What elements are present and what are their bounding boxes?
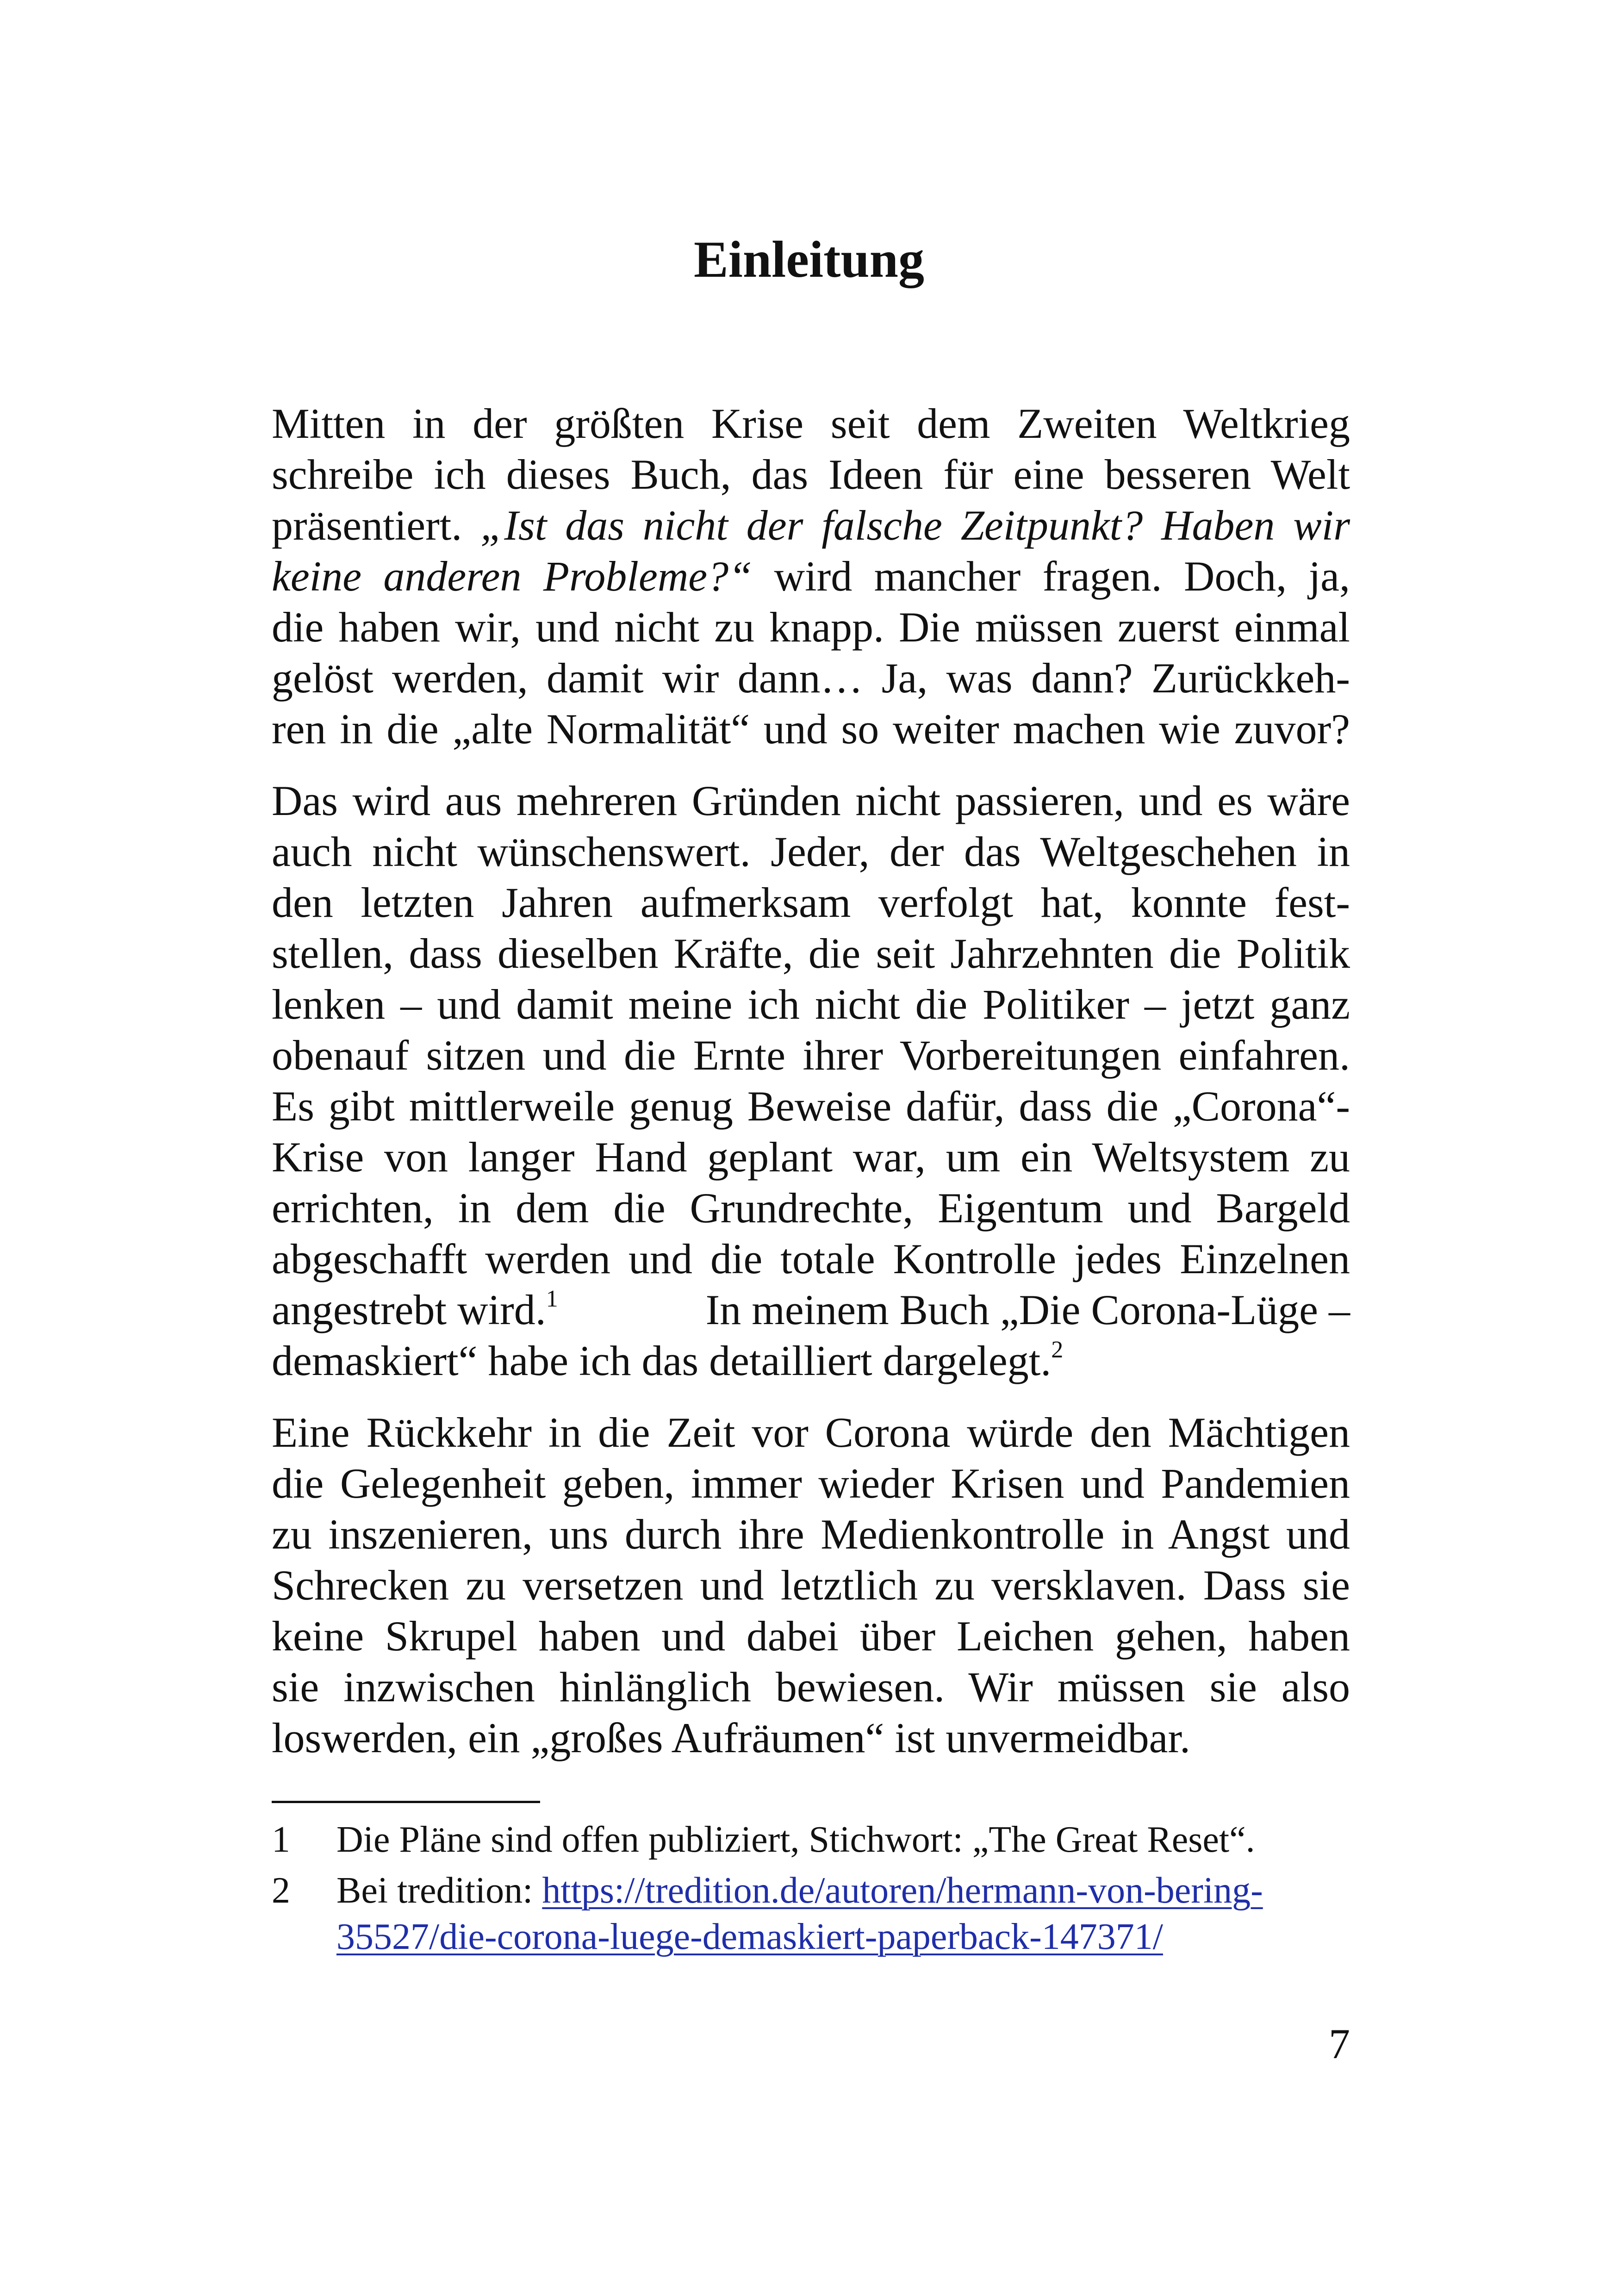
text-line: sie inzwischen hinlänglich bewiesen. Wir müssen sie also bbox=[272, 1663, 1350, 1711]
footnote-text bbox=[336, 1867, 1350, 1960]
text-line: ren in die „alte Normalität“ und so weiter machen wie zuvor? bbox=[272, 705, 1350, 753]
text-line bbox=[272, 1284, 1350, 1335]
text-line: lenken – und damit meine ich nicht die Politiker – jetzt ganz bbox=[272, 981, 1350, 1028]
footnote-number: 2 bbox=[272, 1870, 290, 1911]
paragraph-1 bbox=[272, 398, 1350, 754]
text-line: auch nicht wünschenswert. Jeder, der das Weltgeschehen in bbox=[272, 828, 1350, 875]
footnote-ref-2[interactable]: 2 bbox=[1051, 1337, 1064, 1363]
text-run: präsentiert. bbox=[272, 502, 481, 549]
text-run: demaskiert“ habe ich das detailliert dargelegt. bbox=[272, 1337, 1052, 1384]
text-line: abgeschafft werden und die totale Kontrolle jedes Einzelnen bbox=[272, 1235, 1350, 1282]
chapter-title: Einleitung bbox=[694, 231, 924, 288]
footnote-text: Die Pläne sind offen publiziert, Stichwort: „The Great Reset“. bbox=[336, 1819, 1255, 1860]
footnote-1 bbox=[272, 1817, 1350, 1863]
page-number: 7 bbox=[1329, 2020, 1350, 2067]
italic-quote: „Ist das nicht der falsche Zeitpunkt? Haben wir bbox=[480, 502, 1350, 549]
footnotes bbox=[272, 1817, 1350, 1965]
paragraph-3 bbox=[272, 1407, 1350, 1763]
text-line: errichten, in dem die Grundrechte, Eigentum und Bargeld bbox=[272, 1184, 1350, 1232]
text-line: Das wird aus mehreren Gründen nicht passieren, und es wäre bbox=[272, 777, 1350, 824]
text-line bbox=[272, 1335, 1350, 1386]
text-line: keine Skrupel haben und dabei über Leichen gehen, haben bbox=[272, 1612, 1350, 1660]
text-run: In meinem Buch „Die Corona-Lüge – bbox=[705, 1286, 1350, 1333]
text-line: die Gelegenheit geben, immer wieder Krisen und Pandemien bbox=[272, 1460, 1350, 1507]
footnote-number: 1 bbox=[272, 1819, 290, 1860]
text-line: obenauf sitzen und die Ernte ihrer Vorbereitungen einfahren. bbox=[272, 1032, 1350, 1079]
italic-quote: keine anderen Probleme?“ bbox=[272, 553, 753, 600]
paragraph-2 bbox=[272, 775, 1350, 1386]
text-line: Es gibt mittlerweile genug Beweise dafür, dass die „Corona“- bbox=[272, 1083, 1350, 1130]
text-line: Mitten in der größten Krise seit dem Zweiten Weltkrieg bbox=[272, 400, 1350, 447]
footnote-line bbox=[336, 1867, 1350, 1914]
text-run: wird mancher fragen. Doch, ja, bbox=[752, 553, 1350, 600]
text-line: Eine Rückkehr in die Zeit vor Corona würde den Mächtigen bbox=[272, 1409, 1350, 1456]
text-line bbox=[272, 551, 1350, 602]
footnote-divider bbox=[272, 1801, 540, 1803]
body-text bbox=[272, 398, 1350, 1784]
text-line: Krise von langer Hand geplant war, um ein Weltsystem zu bbox=[272, 1133, 1350, 1181]
text-line: zu inszenieren, uns durch ihre Medienkontrolle in Angst und bbox=[272, 1511, 1350, 1558]
text-line: den letzten Jahren aufmerksam verfolgt hat, konnte fest- bbox=[272, 879, 1350, 926]
text-run bbox=[272, 1284, 558, 1335]
footnote-ref-1[interactable]: 1 bbox=[546, 1286, 558, 1313]
text-line: Schrecken zu versetzen und letztlich zu versklaven. Dass sie bbox=[272, 1562, 1350, 1609]
footnote-link-continued[interactable]: 35527/die-corona-luege-demaskiert-paperback-147371/ bbox=[336, 1916, 1163, 1957]
text-line: die haben wir, und nicht zu knapp. Die müssen zuerst einmal bbox=[272, 604, 1350, 651]
text-line: gelöst werden, damit wir dann… Ja, was dann? Zurückkeh- bbox=[272, 654, 1350, 702]
footnote-2 bbox=[272, 1867, 1350, 1960]
text-run: angestrebt wird. bbox=[272, 1286, 546, 1333]
footnote-prefix: Bei tredition: bbox=[336, 1870, 542, 1911]
text-line: stellen, dass dieselben Kräfte, die seit Jahrzehnten die Politik bbox=[272, 930, 1350, 977]
text-line: loswerden, ein „großes Aufräumen“ ist unvermeidbar. bbox=[272, 1714, 1191, 1761]
text-line: schreibe ich dieses Buch, das Ideen für eine besseren Welt bbox=[272, 451, 1350, 498]
footnote-link[interactable]: https://tredition.de/autoren/hermann-von-bering- bbox=[542, 1870, 1263, 1911]
text-line bbox=[272, 500, 1350, 551]
